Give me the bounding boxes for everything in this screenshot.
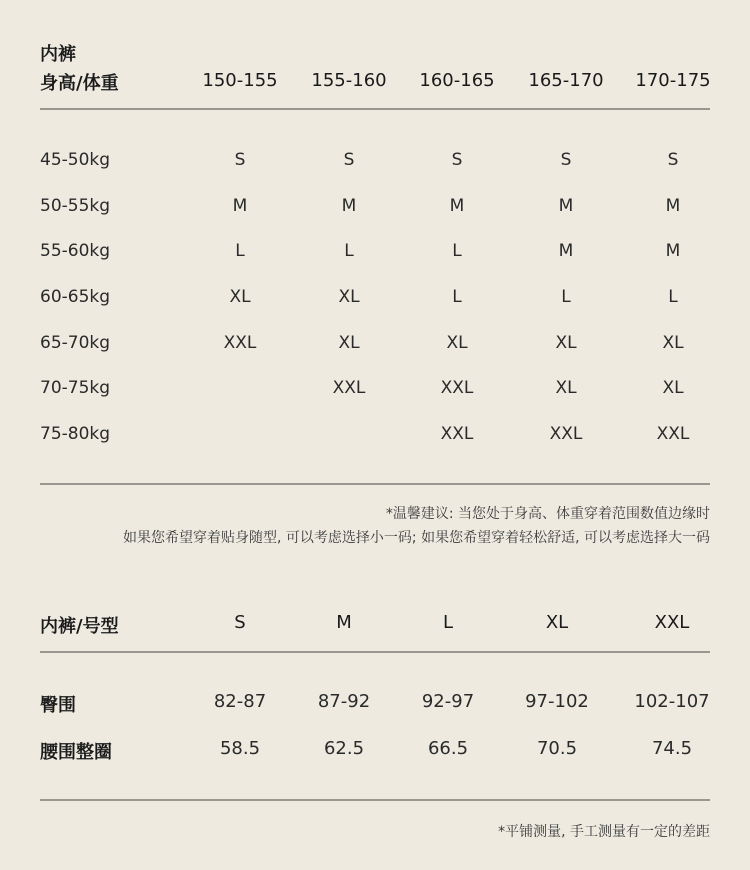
measure-cell: 97-102	[525, 691, 589, 712]
measure-cell: 82-87	[213, 691, 267, 712]
size-cell: M	[665, 196, 681, 216]
size-cell: XL	[555, 378, 577, 398]
size-header-xl: XL	[545, 612, 569, 633]
measure-note: *平铺测量, 手工测量有一定的差距	[498, 824, 710, 840]
size-cell: S	[560, 150, 572, 170]
weight-label: 65-70kg	[40, 333, 111, 353]
measure-cell: 74.5	[651, 738, 693, 759]
height-header-1: 150-155	[202, 70, 278, 91]
tip-note-line-2: 如果您希望穿着贴身随型, 可以考虑选择小一码; 如果您希望穿着轻松舒适, 可以考虑选择大一码	[123, 530, 710, 546]
size-cell: XXL	[440, 378, 474, 398]
weight-label: 70-75kg	[40, 378, 111, 398]
table-title-height-weight: 身高/体重	[40, 73, 119, 94]
size-cell: S	[667, 150, 679, 170]
tip-note-line-1: *温馨建议: 当您处于身高、体重穿着范围数值边缘时	[385, 506, 710, 522]
weight-label: 60-65kg	[40, 287, 111, 307]
height-header-2: 155-160	[311, 70, 387, 91]
size-cell: XL	[446, 333, 468, 353]
height-header-5: 170-175	[635, 70, 711, 91]
size-cell: M	[341, 196, 357, 216]
height-header-3: 160-165	[419, 70, 495, 91]
measure-row-label: 臀围	[40, 695, 76, 716]
size-cell: M	[558, 196, 574, 216]
size-cell: XXL	[549, 424, 583, 444]
size-cell: XL	[338, 333, 360, 353]
size-cell: XL	[662, 378, 684, 398]
measure-cell: 62.5	[323, 738, 365, 759]
size-cell: M	[665, 241, 681, 261]
size-cell: XL	[662, 333, 684, 353]
size-cell: XL	[555, 333, 577, 353]
measure-cell: 92-97	[421, 691, 475, 712]
measure-cell: 87-92	[317, 691, 371, 712]
weight-label: 55-60kg	[40, 241, 111, 261]
size-cell: XXL	[332, 378, 366, 398]
size-cell: XXL	[656, 424, 690, 444]
table-title-underwear: 内裤	[40, 44, 76, 65]
size-cell: M	[558, 241, 574, 261]
height-header-4: 165-170	[528, 70, 604, 91]
measure-header-label: 内裤/号型	[40, 616, 119, 637]
size-cell: XXL	[440, 424, 474, 444]
weight-label: 45-50kg	[40, 150, 111, 170]
size-cell: XXL	[223, 333, 257, 353]
size-cell: S	[343, 150, 355, 170]
size-header-m: M	[336, 612, 352, 633]
size-cell: XL	[229, 287, 251, 307]
measure-cell: 70.5	[536, 738, 578, 759]
weight-label: 50-55kg	[40, 196, 111, 216]
measure-cell: 66.5	[427, 738, 469, 759]
size-cell: L	[452, 241, 462, 261]
size-cell: L	[561, 287, 571, 307]
size-header-s: S	[234, 612, 246, 633]
measure-cell: 58.5	[219, 738, 261, 759]
header-divider	[40, 108, 710, 110]
size-cell: L	[668, 287, 678, 307]
size-cell: L	[452, 287, 462, 307]
measure-bottom-divider	[40, 799, 710, 801]
size-header-l: L	[442, 612, 454, 633]
measure-cell: 102-107	[634, 691, 710, 712]
measure-header-divider	[40, 651, 710, 653]
size-cell: S	[234, 150, 246, 170]
size-cell: L	[235, 241, 245, 261]
size-header-xxl: XXL	[654, 612, 690, 633]
size-cell: S	[451, 150, 463, 170]
measure-row-label: 腰围整圈	[40, 742, 112, 763]
weight-label: 75-80kg	[40, 424, 111, 444]
size-cell: L	[344, 241, 354, 261]
size-cell: M	[449, 196, 465, 216]
size-cell: M	[232, 196, 248, 216]
size-cell: XL	[338, 287, 360, 307]
table-bottom-divider	[40, 483, 710, 485]
